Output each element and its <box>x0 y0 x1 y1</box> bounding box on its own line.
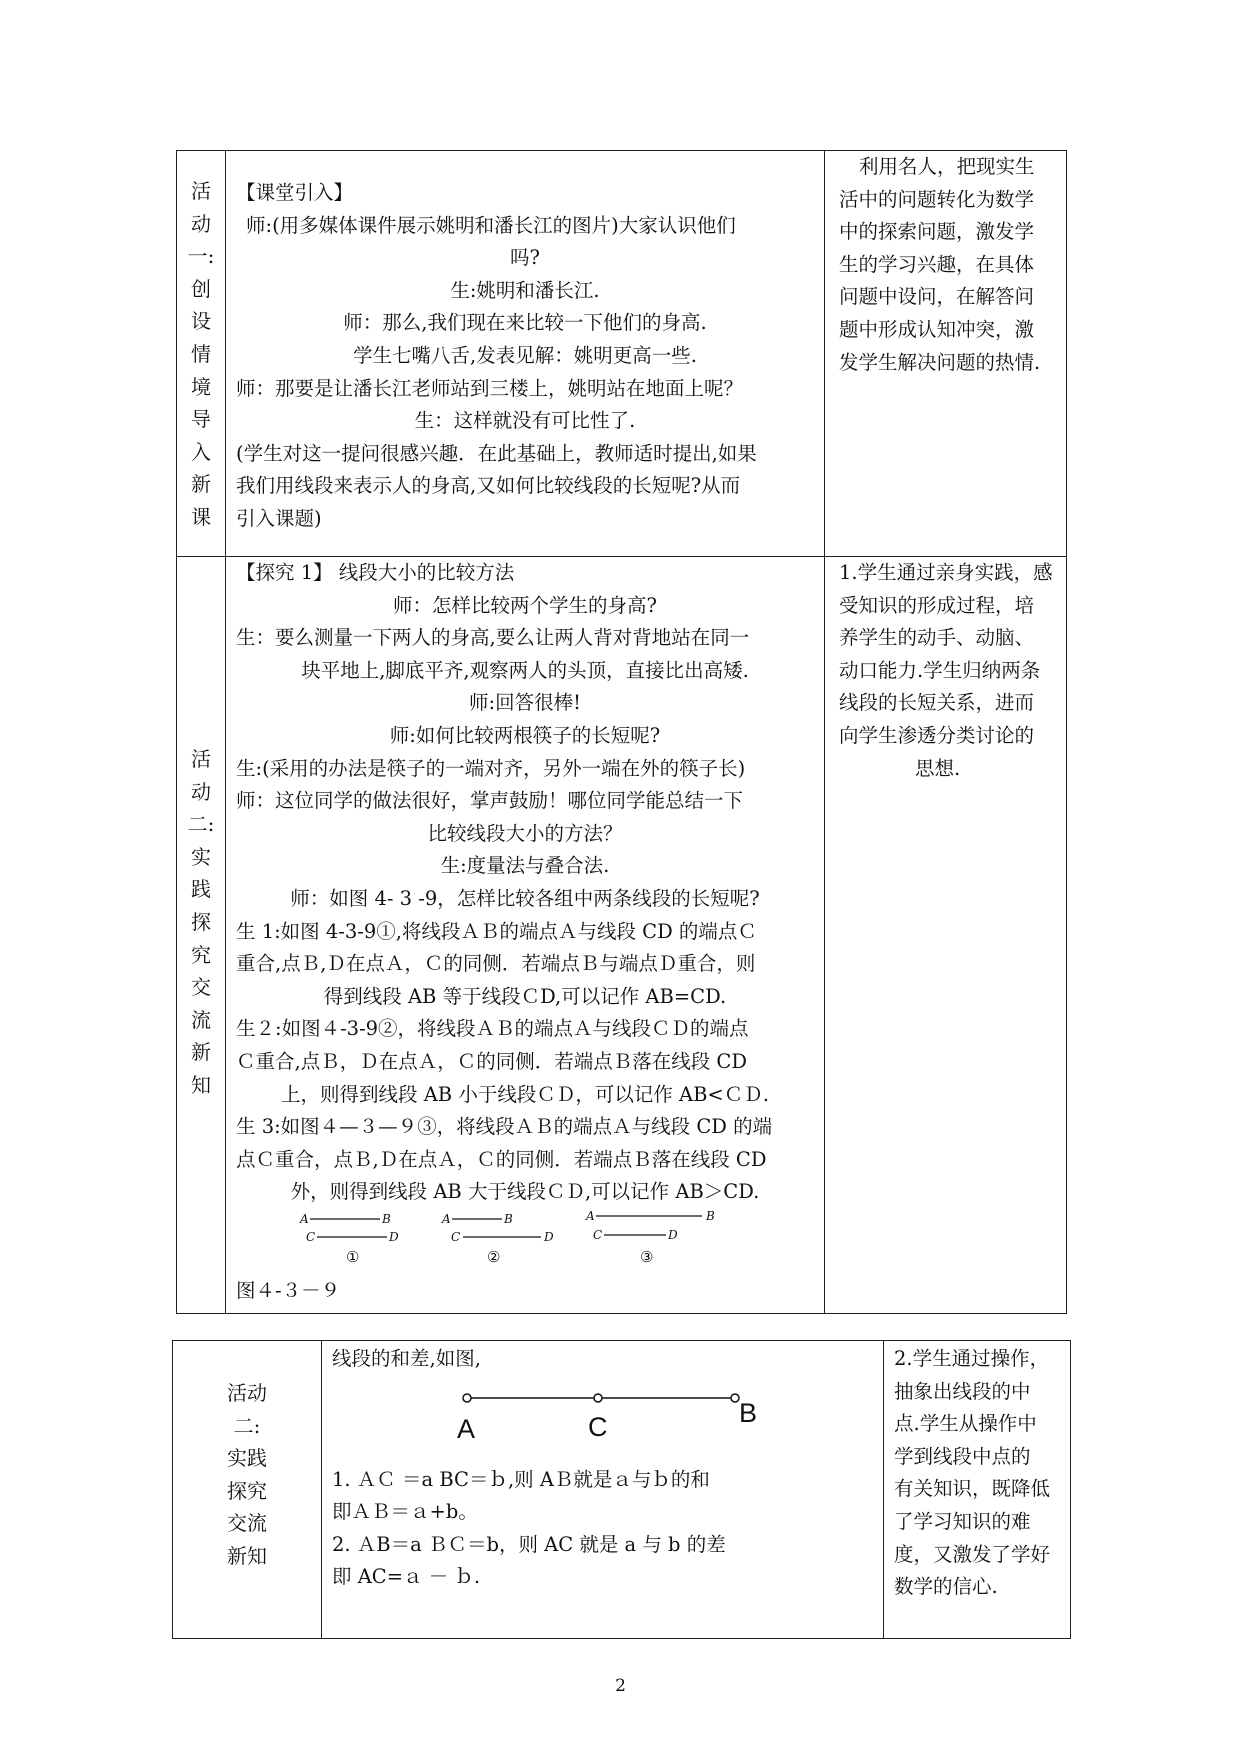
text-line: 生:(采用的办法是筷子的一端对齐，另外一端在外的筷子长) <box>236 756 746 780</box>
label-D: D <box>389 1229 399 1244</box>
text-line: 比较线段大小的方法？ <box>427 821 623 845</box>
text-line: 重合,点Ｂ,Ｄ在点Ａ，Ｃ的同侧．若端点Ｂ与端点Ｄ重合，则 <box>236 952 756 976</box>
text-line: 外，则得到线段 AB 大于线段ＣＤ,可以记作 AB＞CD. <box>290 1180 760 1204</box>
text-line: 1. ＡＣ ＝a BC＝ｂ,则 AＢ就是ａ与ｂ的和 <box>332 1467 710 1491</box>
activity-2b-row <box>173 1341 1071 1639</box>
circled-number-3: ③ <box>640 1247 654 1266</box>
label-B: B <box>504 1211 513 1226</box>
activity-2b-label: 活动 二: 实践 探究 交流 新知 <box>173 1341 322 1639</box>
text-line: 学生七嘴八舌,发表见解：姚明更高一些. <box>353 343 697 367</box>
text-line: 师：如图 4- 3 -9，怎样比较各组中两条线段的长短呢? <box>290 886 760 910</box>
text-line: 师：那要是让潘长江老师站到三楼上，姚明站在地面上呢？ <box>236 376 744 400</box>
text-line: 师:(用多媒体课件展示姚明和潘长江的图片)大家认识他们 <box>246 213 736 237</box>
activity-2b-design-note: 2.学生通过操作， 抽象出线段的中 点.学生从操作中 学到线段中点的 有关知识，既降低 了学习知识的难 度，又激发了学好 数学的信心. <box>884 1341 1071 1639</box>
point-a-marker <box>463 1394 471 1402</box>
text-line: 生２:如图４-3-9②，将线段ＡＢ的端点Ａ与线段ＣＤ的端点 <box>236 1017 749 1041</box>
point-c-marker <box>594 1394 602 1402</box>
sum-diff-figure-svg <box>332 1376 872 1464</box>
activity-2-row <box>177 557 1067 1314</box>
activity-1-row <box>177 151 1067 557</box>
text-line: 即ＡＢ＝ａ+b。 <box>332 1500 478 1524</box>
text-line: 即 AC=ａ － ｂ. <box>332 1565 481 1589</box>
activity-1-label: 活 动 一: 创 设 情 境 导 入 新 课 <box>177 151 226 557</box>
point-b-marker <box>731 1394 739 1402</box>
text-line: 师:回答很棒! <box>469 691 581 715</box>
activity-2-design-note: 1.学生通过亲身实践，感 受知识的形成过程，培 养学生的动手、动脑、 动口能力.学生归纳两条 线段的长短关系，进而 向学生渗透分类讨论的 思想. <box>825 557 1067 1314</box>
label-D: D <box>544 1229 554 1244</box>
text-line: 生 1:如图 4-3-9①,将线段ＡＢ的端点Ａ与线段 CD 的端点Ｃ <box>236 919 757 943</box>
label-C: C <box>306 1229 316 1244</box>
label-C: C <box>593 1227 603 1242</box>
label-B: B <box>382 1211 391 1226</box>
section-heading: 【课堂引入】 <box>236 181 354 204</box>
segment-figure-svg <box>236 1209 815 1275</box>
text-line: (学生对这一提问很感兴趣．在此基础上，教师适时提出,如果 <box>236 441 757 465</box>
figure-caption: 图４-３－９ <box>236 1278 341 1302</box>
label-B: B <box>706 1208 715 1223</box>
label-A: A <box>300 1211 309 1226</box>
text-line: 线段的和差,如图, <box>332 1347 481 1370</box>
text-line: 生：要么测量一下两人的身高,要么让两人背对背地站在同一 <box>236 626 750 650</box>
circled-number-2: ② <box>487 1247 501 1266</box>
text-line: 引入课题) <box>236 506 322 530</box>
activity-2b-content <box>322 1341 884 1639</box>
text-line: 生：这样就没有可比性了. <box>414 409 636 433</box>
text-line: 师：这位同学的做法很好，掌声鼓励！哪位同学能总结一下 <box>236 789 744 813</box>
circled-number-1: ① <box>346 1247 360 1266</box>
page-number: 2 <box>615 1676 626 1696</box>
text-line: 生:姚明和潘长江. <box>450 278 600 302</box>
activity-2-content <box>226 557 825 1314</box>
activity-1-content <box>226 151 825 557</box>
label-C: C <box>451 1229 461 1244</box>
segment-comparison-figure <box>236 1209 814 1275</box>
label-A: A <box>586 1208 595 1223</box>
text-line: 块平地上,脚底平齐,观察两人的头顶，直接比出高矮. <box>301 658 749 682</box>
label-A: A <box>457 1413 476 1444</box>
text-line: 师：那么,我们现在来比较一下他们的身高. <box>343 311 707 335</box>
label-D: D <box>668 1227 678 1242</box>
label-A: A <box>442 1211 451 1226</box>
text-line: 生 3:如图４—３—９③，将线段ＡＢ的端点Ａ与线段 CD 的端 <box>236 1115 773 1139</box>
lesson-table-1 <box>176 150 1067 1314</box>
text-line: 生:度量法与叠合法. <box>440 854 610 878</box>
text-line: 点Ｃ重合，点Ｂ,Ｄ在点Ａ，Ｃ的同侧．若端点Ｂ落在线段 CD <box>236 1147 767 1171</box>
lesson-table-2 <box>172 1340 1071 1639</box>
sum-diff-figure <box>332 1376 873 1464</box>
text-line: 我们用线段来表示人的身高,又如何比较线段的长短呢?从而 <box>236 474 741 498</box>
text-line: 2. ＡB＝a ＢＣ＝b，则 AC 就是 a 与 b 的差 <box>332 1532 726 1556</box>
label-C: C <box>588 1411 608 1442</box>
text-line: 吗? <box>510 246 540 270</box>
text-line: Ｃ重合,点Ｂ，Ｄ在点Ａ，Ｃ的同侧．若端点Ｂ落在线段 CD <box>236 1049 747 1073</box>
text-line: 师:如何比较两根筷子的长短呢? <box>389 723 661 747</box>
activity-1-design-note: 利用名人，把现实生 活中的问题转化为数学 中的探索问题，激发学 生的学习兴趣，在具体 问题中设问，在解答问 题中形成认知冲突，激 发学生解决问题的热情. <box>825 151 1067 557</box>
section-heading: 【探究 1】 线段大小的比较方法 <box>236 561 515 584</box>
text-line: 师：怎样比较两个学生的身高? <box>393 593 657 617</box>
activity-2-label: 活 动 二: 实 践 探 究 交 流 新 知 <box>177 557 226 1314</box>
text-line: 得到线段 AB 等于线段ＣD,可以记作 AB=CD. <box>323 984 727 1008</box>
label-B: B <box>739 1397 758 1428</box>
text-line: 上，则得到线段 AB 小于线段ＣＤ，可以记作 AB<ＣＤ. <box>281 1082 769 1106</box>
